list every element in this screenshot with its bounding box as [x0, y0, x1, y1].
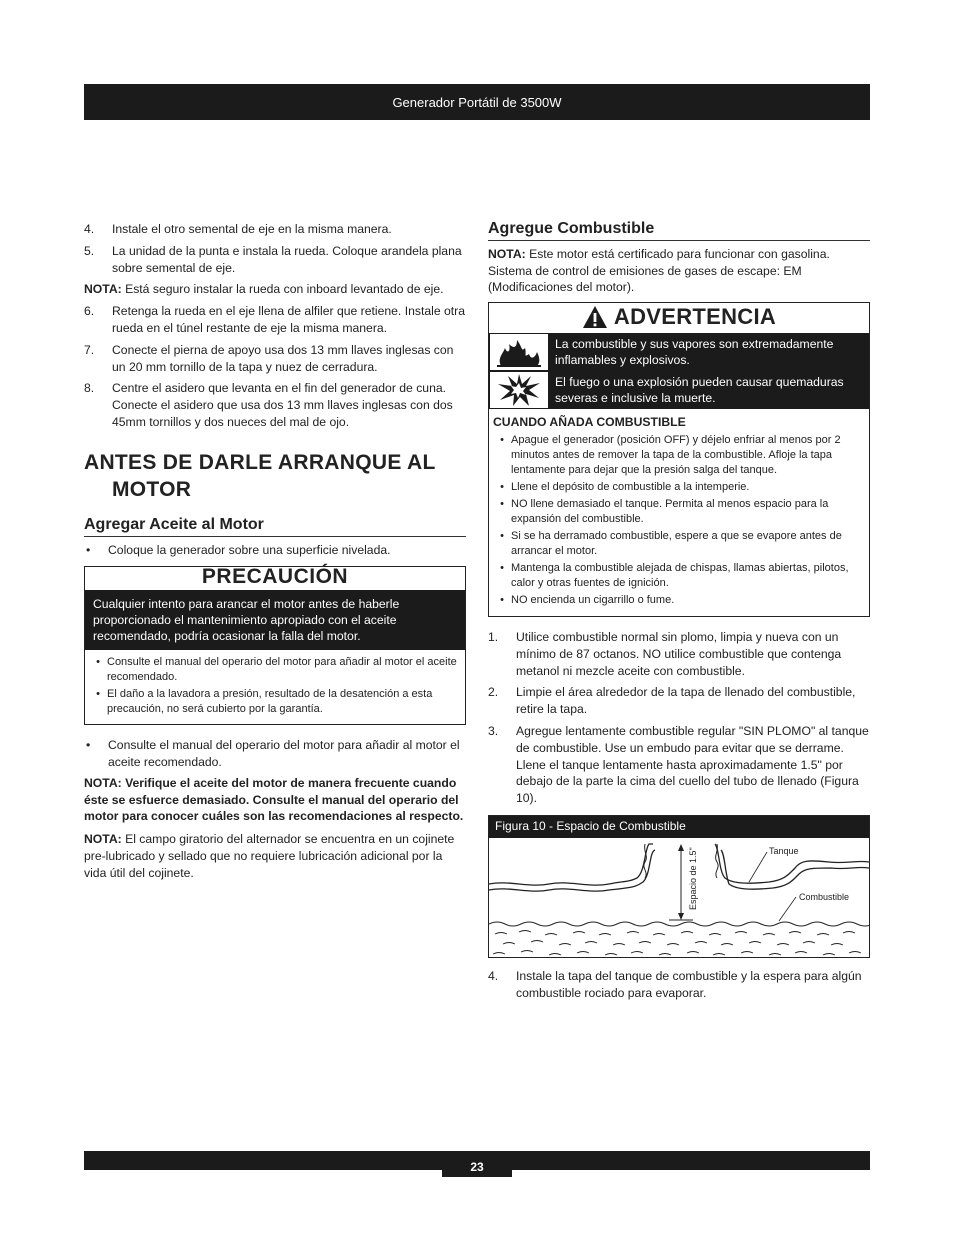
warning-item: NO encienda un cigarrillo o fume. — [511, 593, 675, 606]
note-label: NOTA: — [488, 246, 526, 261]
caution-item: El daño a la lavadora a presión, resultado de la desatención a esta precaución, no será cubierto por la garantía. — [107, 688, 433, 716]
list-item — [84, 542, 466, 559]
note-paragraph — [488, 246, 870, 296]
warning-title: ADVERTENCIA — [613, 303, 777, 329]
caution-list — [85, 650, 465, 724]
warning-row-text: El fuego o una explosión pueden causar quemaduras severas e inclusive la muerte. — [555, 375, 844, 406]
left-column — [84, 221, 466, 887]
step-text: Limpie el área alrededor de la tapa de llenado del combustible, retire la tapa. — [516, 685, 856, 717]
warning-triangle-icon — [582, 305, 608, 329]
fuel-heading: Agregue Combustible — [488, 221, 870, 241]
list-item — [493, 433, 863, 478]
bullet: • — [500, 593, 504, 606]
figure-caption: Figura 10 - Espacio de Combustible — [489, 816, 869, 838]
warning-subtitle: CUANDO AÑADA COMBUSTIBLE — [493, 415, 686, 430]
step-text: Conecte el pierna de apoyo usa dos 13 mm llaves inglesas con un 20 mm tornillo de la tapa y nuez de cerradura. — [112, 342, 454, 374]
list-item — [84, 342, 466, 376]
warning-row — [489, 371, 869, 409]
step-number: 4. — [84, 222, 95, 236]
step-number: 8. — [84, 381, 95, 396]
bullet: • — [86, 738, 91, 753]
step-text: La unidad de la punta e instala la rueda. Coloque arandela plana sobre semental de eje. — [112, 243, 462, 275]
bullet: • — [86, 542, 91, 557]
caution-title: PRECAUCIÓN — [201, 565, 349, 589]
note-text: Está seguro instalar la rueda con inboard levantado de eje. — [121, 282, 444, 297]
warning-item: Llene el depósito de combustible a la intemperie. — [511, 480, 750, 493]
warning-item: NO llene demasiado el tanque. Permita al menos espacio para la expansión del combustible. — [511, 497, 829, 525]
bullet-text: Coloque la generador sobre una superficie nivelada. — [108, 542, 391, 557]
step-text: Utilice combustible normal sin plomo, limpia y nueva con un mínimo de 87 octanos. NO utilice combustible que contenga metanol ni mezcle aceite con combustible. — [516, 629, 842, 678]
fuel-label: Combustible — [799, 891, 850, 902]
list-item — [488, 684, 870, 718]
bullet: • — [500, 480, 504, 493]
list-item — [493, 497, 863, 527]
list-item — [493, 593, 863, 608]
page-header-bar — [84, 84, 870, 120]
step-number: 6. — [84, 304, 95, 319]
fuel-space-diagram — [489, 838, 869, 958]
warning-row-text: La combustible y sus vapores son extremadamente inflamables y explosivos. — [555, 337, 834, 368]
list-item — [89, 655, 457, 685]
explosion-icon — [489, 371, 549, 409]
warning-list — [489, 433, 869, 616]
right-column — [488, 221, 870, 1007]
caution-item: Consulte el manual del operario del motor para añadir al motor el aceite recomendado. — [107, 656, 457, 684]
warning-item: Si se ha derramado combustible, espere a que se evapore antes de arrancar el motor. — [511, 529, 842, 557]
list-item — [84, 221, 466, 238]
oil-heading: Agregar Aceite al Motor — [84, 517, 466, 537]
caution-message: Cualquier intento para arancar el motor antes de haberle proporcionado el mantenimiento apropiado con el aceite recomendado, podría ocasionar la falla del motor. — [85, 590, 465, 650]
step-text: Retenga la rueda en el eje llena de alfiler que retiene. Instale otra rueda en el túnel restante de eje la misma manera. — [112, 304, 465, 335]
tank-label: Tanque — [769, 845, 799, 856]
step-text: Agregue lentamente combustible regular "SIN PLOMO" al tanque de combustible. Use un embudo para evitar que se derrame. Llene el tanque lentamente hasta aproximadamente 1.5" por debajo de la parte la cima del cuello del tubo de llenado (Figura 10). — [516, 723, 869, 806]
list-item — [84, 303, 466, 337]
step-number: 5. — [84, 243, 95, 258]
list-item — [493, 561, 863, 591]
bullet-text: Consulte el manual del operario del motor para añadir al motor el aceite recomendado. — [108, 738, 460, 769]
note-paragraph — [84, 281, 466, 298]
note-text: Este motor está certificado para funcionar con gasolina. Sistema de control de emisiones de gases de escape: EM (Modificaciones del motor). — [488, 246, 830, 295]
list-item — [493, 529, 863, 559]
space-label: Espacio de 1.5" — [688, 847, 698, 910]
list-item — [488, 629, 870, 679]
note-text: El campo giratorio del alternador se encuentra en un cojinete pre-lubricado y sellado que no requiere lubricación adicional por la vida útil del cojinete. — [84, 832, 455, 880]
warning-row — [489, 333, 869, 371]
list-item — [488, 968, 870, 1002]
bullet: • — [500, 529, 504, 542]
section-title — [84, 449, 466, 503]
note-label: NOTA: — [84, 832, 122, 847]
bullet: • — [500, 561, 504, 574]
section-title-line1: ANTES DE DARLE ARRANQUE AL — [84, 450, 436, 474]
step-text: Centre el asidero que levanta en el fin del generador de cuna. Conecte el asidero que usa dos 13 mm llaves inglesas con dos 45mm tornillos y dos nueces del mal de ojo. — [112, 381, 453, 429]
list-item — [488, 723, 870, 807]
warning-title-row — [489, 303, 869, 333]
warning-item: Apague el generador (posición OFF) y déjelo enfriar al menos por 2 minutos antes de remover la tapa de la combustible. Afloje la tapa lentamente para dejar que la presión salga del tanque. — [511, 433, 841, 476]
figure-10 — [488, 815, 870, 958]
bold-note: NOTA: Verifique el aceite del motor de manera frecuente cuando éste se esfuerce demasiado. Consulte el manual del operario del motor para conocer cuáles son las recomendaciones al respecto. — [84, 775, 464, 824]
bullet: • — [96, 656, 100, 669]
step-number: 4. — [488, 968, 499, 983]
note-paragraph — [84, 831, 466, 881]
header-title: Generador Portátil de 3500W — [392, 94, 562, 110]
bullet: • — [96, 688, 100, 701]
bullet: • — [500, 433, 504, 446]
note-label: NOTA: — [84, 282, 122, 297]
step-number: 3. — [488, 723, 499, 738]
list-item — [84, 243, 466, 277]
page-number: 23 — [442, 1151, 512, 1177]
step-number: 2. — [488, 685, 499, 700]
step-number: 7. — [84, 342, 95, 357]
step-number: 1. — [488, 629, 499, 644]
flame-icon — [489, 333, 549, 371]
list-item — [493, 480, 863, 495]
list-item — [89, 687, 457, 717]
step-text: Instale la tapa del tanque de combustible y la espera para algún combustible rociado para evaporar. — [516, 968, 862, 1000]
list-item — [84, 380, 466, 430]
section-title-line2: MOTOR — [112, 477, 192, 501]
bullet: • — [500, 497, 504, 510]
warning-box — [488, 302, 870, 617]
list-item — [84, 737, 466, 771]
caution-box — [84, 566, 466, 725]
warning-item: Mantenga la combustible alejada de chispas, llamas abiertas, pilotos, calor y otras fuentes de ignición. — [511, 561, 849, 589]
step-text: Instale el otro semental de eje en la misma manera. — [112, 222, 392, 236]
